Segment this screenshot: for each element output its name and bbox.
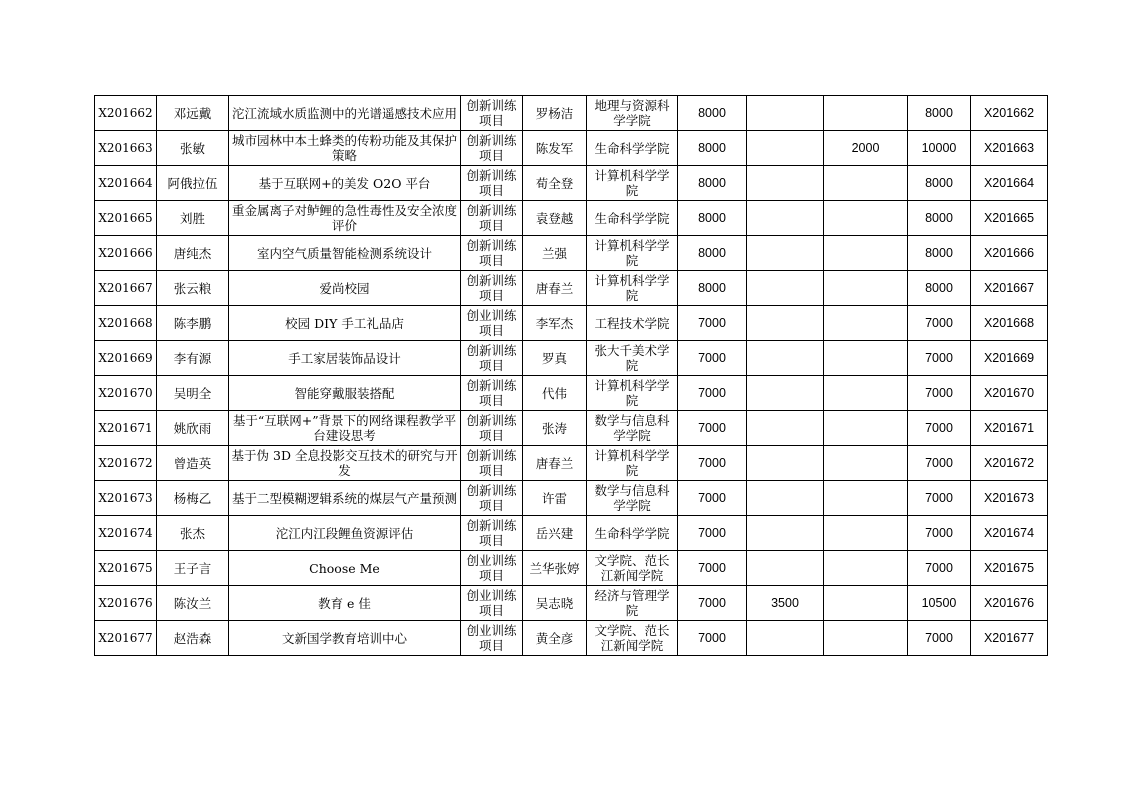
- funding-a-cell: 7000: [678, 376, 747, 411]
- leader-cell: 杨梅乙: [157, 481, 229, 516]
- project-type-cell: 创新训练项目: [461, 271, 523, 306]
- funding-b-cell: [747, 306, 824, 341]
- funding-c-cell: 2000: [824, 131, 908, 166]
- project-id-repeat-cell: X201676: [971, 586, 1048, 621]
- funding-b-cell: [747, 481, 824, 516]
- college-cell: 工程技术学院: [587, 306, 678, 341]
- leader-cell: 阿俄拉伍: [157, 166, 229, 201]
- project-id-repeat-cell: X201665: [971, 201, 1048, 236]
- advisor-cell: 代伟: [523, 376, 587, 411]
- table-row: [95, 306, 1048, 341]
- table-row: [95, 131, 1048, 166]
- advisor-cell: 许雷: [523, 481, 587, 516]
- project-name-cell: 教育 e 佳: [229, 586, 461, 621]
- project-id-cell: X201667: [95, 271, 157, 306]
- project-name-cell: 基于伪 3D 全息投影交互技术的研究与开发: [229, 446, 461, 481]
- table-row: [95, 411, 1048, 446]
- project-id-cell: X201672: [95, 446, 157, 481]
- project-id-cell: X201677: [95, 621, 157, 656]
- college-cell: 数学与信息科学学院: [587, 411, 678, 446]
- funding-c-cell: [824, 96, 908, 131]
- funding-c-cell: [824, 166, 908, 201]
- project-id-repeat-cell: X201674: [971, 516, 1048, 551]
- project-id-cell: X201674: [95, 516, 157, 551]
- funding-a-cell: 7000: [678, 481, 747, 516]
- total-funding-cell: 8000: [908, 271, 971, 306]
- leader-cell: 陈汝兰: [157, 586, 229, 621]
- funding-b-cell: [747, 621, 824, 656]
- project-name-cell: Choose Me: [229, 551, 461, 586]
- funding-a-cell: 7000: [678, 586, 747, 621]
- funding-c-cell: [824, 201, 908, 236]
- project-type-cell: 创新训练项目: [461, 411, 523, 446]
- funding-c-cell: [824, 411, 908, 446]
- project-name-cell: 基于互联网+的美发 O2O 平台: [229, 166, 461, 201]
- project-id-cell: X201669: [95, 341, 157, 376]
- project-id-repeat-cell: X201666: [971, 236, 1048, 271]
- funding-b-cell: 3500: [747, 586, 824, 621]
- project-type-cell: 创新训练项目: [461, 201, 523, 236]
- total-funding-cell: 7000: [908, 481, 971, 516]
- project-id-cell: X201676: [95, 586, 157, 621]
- funding-a-cell: 8000: [678, 166, 747, 201]
- project-funding-table: [94, 95, 1048, 656]
- project-id-repeat-cell: X201677: [971, 621, 1048, 656]
- funding-a-cell: 7000: [678, 551, 747, 586]
- college-cell: 数学与信息科学学院: [587, 481, 678, 516]
- project-type-cell: 创业训练项目: [461, 551, 523, 586]
- funding-b-cell: [747, 131, 824, 166]
- project-type-cell: 创新训练项目: [461, 481, 523, 516]
- advisor-cell: 荀全登: [523, 166, 587, 201]
- project-id-cell: X201671: [95, 411, 157, 446]
- college-cell: 文学院、范长江新闻学院: [587, 551, 678, 586]
- project-name-cell: 智能穿戴服装搭配: [229, 376, 461, 411]
- advisor-cell: 李军杰: [523, 306, 587, 341]
- funding-b-cell: [747, 551, 824, 586]
- project-type-cell: 创新训练项目: [461, 166, 523, 201]
- advisor-cell: 唐春兰: [523, 271, 587, 306]
- total-funding-cell: 7000: [908, 446, 971, 481]
- project-id-repeat-cell: X201669: [971, 341, 1048, 376]
- project-name-cell: 室内空气质量智能检测系统设计: [229, 236, 461, 271]
- funding-c-cell: [824, 341, 908, 376]
- table-row: [95, 236, 1048, 271]
- leader-cell: 赵浩森: [157, 621, 229, 656]
- college-cell: 计算机科学学院: [587, 446, 678, 481]
- funding-c-cell: [824, 306, 908, 341]
- table-row: [95, 166, 1048, 201]
- college-cell: 文学院、范长江新闻学院: [587, 621, 678, 656]
- leader-cell: 张杰: [157, 516, 229, 551]
- total-funding-cell: 7000: [908, 621, 971, 656]
- total-funding-cell: 10500: [908, 586, 971, 621]
- total-funding-cell: 7000: [908, 376, 971, 411]
- advisor-cell: 罗真: [523, 341, 587, 376]
- funding-c-cell: [824, 446, 908, 481]
- project-type-cell: 创业训练项目: [461, 586, 523, 621]
- college-cell: 张大千美术学院: [587, 341, 678, 376]
- total-funding-cell: 7000: [908, 516, 971, 551]
- project-name-cell: 爱尚校园: [229, 271, 461, 306]
- funding-c-cell: [824, 621, 908, 656]
- funding-b-cell: [747, 516, 824, 551]
- project-type-cell: 创新训练项目: [461, 376, 523, 411]
- project-id-repeat-cell: X201667: [971, 271, 1048, 306]
- table-row: [95, 446, 1048, 481]
- project-name-cell: 手工家居装饰品设计: [229, 341, 461, 376]
- project-name-cell: 沱江流域水质监测中的光谱遥感技术应用: [229, 96, 461, 131]
- leader-cell: 李有源: [157, 341, 229, 376]
- leader-cell: 姚欣雨: [157, 411, 229, 446]
- funding-a-cell: 8000: [678, 131, 747, 166]
- table-row: [95, 201, 1048, 236]
- funding-a-cell: 7000: [678, 621, 747, 656]
- project-type-cell: 创新训练项目: [461, 96, 523, 131]
- project-id-cell: X201668: [95, 306, 157, 341]
- funding-a-cell: 7000: [678, 306, 747, 341]
- table-body: [95, 96, 1048, 656]
- college-cell: 生命科学学院: [587, 516, 678, 551]
- project-id-repeat-cell: X201670: [971, 376, 1048, 411]
- total-funding-cell: 7000: [908, 341, 971, 376]
- total-funding-cell: 7000: [908, 551, 971, 586]
- project-id-cell: X201666: [95, 236, 157, 271]
- table-row: [95, 551, 1048, 586]
- advisor-cell: 黄全彦: [523, 621, 587, 656]
- college-cell: 计算机科学学院: [587, 376, 678, 411]
- college-cell: 计算机科学学院: [587, 236, 678, 271]
- funding-a-cell: 8000: [678, 271, 747, 306]
- leader-cell: 张云粮: [157, 271, 229, 306]
- total-funding-cell: 8000: [908, 201, 971, 236]
- total-funding-cell: 7000: [908, 306, 971, 341]
- total-funding-cell: 8000: [908, 166, 971, 201]
- table-row: [95, 481, 1048, 516]
- advisor-cell: 兰强: [523, 236, 587, 271]
- project-name-cell: 城市园林中本土蜂类的传粉功能及其保护策略: [229, 131, 461, 166]
- funding-c-cell: [824, 236, 908, 271]
- project-name-cell: 基于“互联网+”背景下的网络课程教学平台建设思考: [229, 411, 461, 446]
- leader-cell: 张敏: [157, 131, 229, 166]
- project-id-cell: X201670: [95, 376, 157, 411]
- project-id-repeat-cell: X201668: [971, 306, 1048, 341]
- advisor-cell: 罗杨洁: [523, 96, 587, 131]
- leader-cell: 邓远戴: [157, 96, 229, 131]
- funding-b-cell: [747, 376, 824, 411]
- funding-c-cell: [824, 586, 908, 621]
- advisor-cell: 陈发军: [523, 131, 587, 166]
- funding-b-cell: [747, 341, 824, 376]
- advisor-cell: 张涛: [523, 411, 587, 446]
- project-id-repeat-cell: X201675: [971, 551, 1048, 586]
- funding-b-cell: [747, 166, 824, 201]
- project-id-repeat-cell: X201671: [971, 411, 1048, 446]
- funding-b-cell: [747, 446, 824, 481]
- leader-cell: 王子言: [157, 551, 229, 586]
- funding-a-cell: 7000: [678, 446, 747, 481]
- project-type-cell: 创业训练项目: [461, 306, 523, 341]
- advisor-cell: 唐春兰: [523, 446, 587, 481]
- table-row: [95, 271, 1048, 306]
- table-row: [95, 586, 1048, 621]
- project-type-cell: 创新训练项目: [461, 341, 523, 376]
- project-name-cell: 校园 DIY 手工礼品店: [229, 306, 461, 341]
- advisor-cell: 吴志晓: [523, 586, 587, 621]
- college-cell: 计算机科学学院: [587, 271, 678, 306]
- leader-cell: 刘胜: [157, 201, 229, 236]
- table-row: [95, 621, 1048, 656]
- project-id-cell: X201675: [95, 551, 157, 586]
- funding-a-cell: 8000: [678, 236, 747, 271]
- project-type-cell: 创业训练项目: [461, 621, 523, 656]
- project-name-cell: 重金属离子对鲈鲤的急性毒性及安全浓度评价: [229, 201, 461, 236]
- funding-c-cell: [824, 271, 908, 306]
- advisor-cell: 兰华张婷: [523, 551, 587, 586]
- project-id-cell: X201662: [95, 96, 157, 131]
- funding-a-cell: 8000: [678, 96, 747, 131]
- funding-c-cell: [824, 551, 908, 586]
- total-funding-cell: 7000: [908, 411, 971, 446]
- project-id-repeat-cell: X201663: [971, 131, 1048, 166]
- college-cell: 经济与管理学院: [587, 586, 678, 621]
- funding-a-cell: 7000: [678, 341, 747, 376]
- funding-c-cell: [824, 376, 908, 411]
- funding-b-cell: [747, 201, 824, 236]
- funding-a-cell: 7000: [678, 516, 747, 551]
- project-id-cell: X201664: [95, 166, 157, 201]
- college-cell: 生命科学学院: [587, 131, 678, 166]
- project-id-cell: X201663: [95, 131, 157, 166]
- funding-b-cell: [747, 271, 824, 306]
- leader-cell: 唐纯杰: [157, 236, 229, 271]
- project-type-cell: 创新训练项目: [461, 236, 523, 271]
- total-funding-cell: 8000: [908, 236, 971, 271]
- project-id-cell: X201665: [95, 201, 157, 236]
- funding-c-cell: [824, 516, 908, 551]
- leader-cell: 吴明全: [157, 376, 229, 411]
- funding-a-cell: 7000: [678, 411, 747, 446]
- table-row: [95, 516, 1048, 551]
- project-name-cell: 沱江内江段鲤鱼资源评估: [229, 516, 461, 551]
- leader-cell: 陈李鹏: [157, 306, 229, 341]
- table-row: [95, 96, 1048, 131]
- total-funding-cell: 8000: [908, 96, 971, 131]
- college-cell: 生命科学学院: [587, 201, 678, 236]
- project-id-repeat-cell: X201673: [971, 481, 1048, 516]
- leader-cell: 曾造英: [157, 446, 229, 481]
- project-id-repeat-cell: X201664: [971, 166, 1048, 201]
- project-name-cell: 基于二型模糊逻辑系统的煤层气产量预测: [229, 481, 461, 516]
- funding-b-cell: [747, 96, 824, 131]
- project-type-cell: 创新训练项目: [461, 131, 523, 166]
- project-id-repeat-cell: X201672: [971, 446, 1048, 481]
- funding-b-cell: [747, 236, 824, 271]
- project-type-cell: 创新训练项目: [461, 516, 523, 551]
- advisor-cell: 袁登越: [523, 201, 587, 236]
- project-id-repeat-cell: X201662: [971, 96, 1048, 131]
- funding-b-cell: [747, 411, 824, 446]
- funding-c-cell: [824, 481, 908, 516]
- project-name-cell: 文新国学教育培训中心: [229, 621, 461, 656]
- project-id-cell: X201673: [95, 481, 157, 516]
- college-cell: 计算机科学学院: [587, 166, 678, 201]
- table-row: [95, 341, 1048, 376]
- college-cell: 地理与资源科学学院: [587, 96, 678, 131]
- advisor-cell: 岳兴建: [523, 516, 587, 551]
- total-funding-cell: 10000: [908, 131, 971, 166]
- table-row: [95, 376, 1048, 411]
- project-type-cell: 创新训练项目: [461, 446, 523, 481]
- funding-a-cell: 8000: [678, 201, 747, 236]
